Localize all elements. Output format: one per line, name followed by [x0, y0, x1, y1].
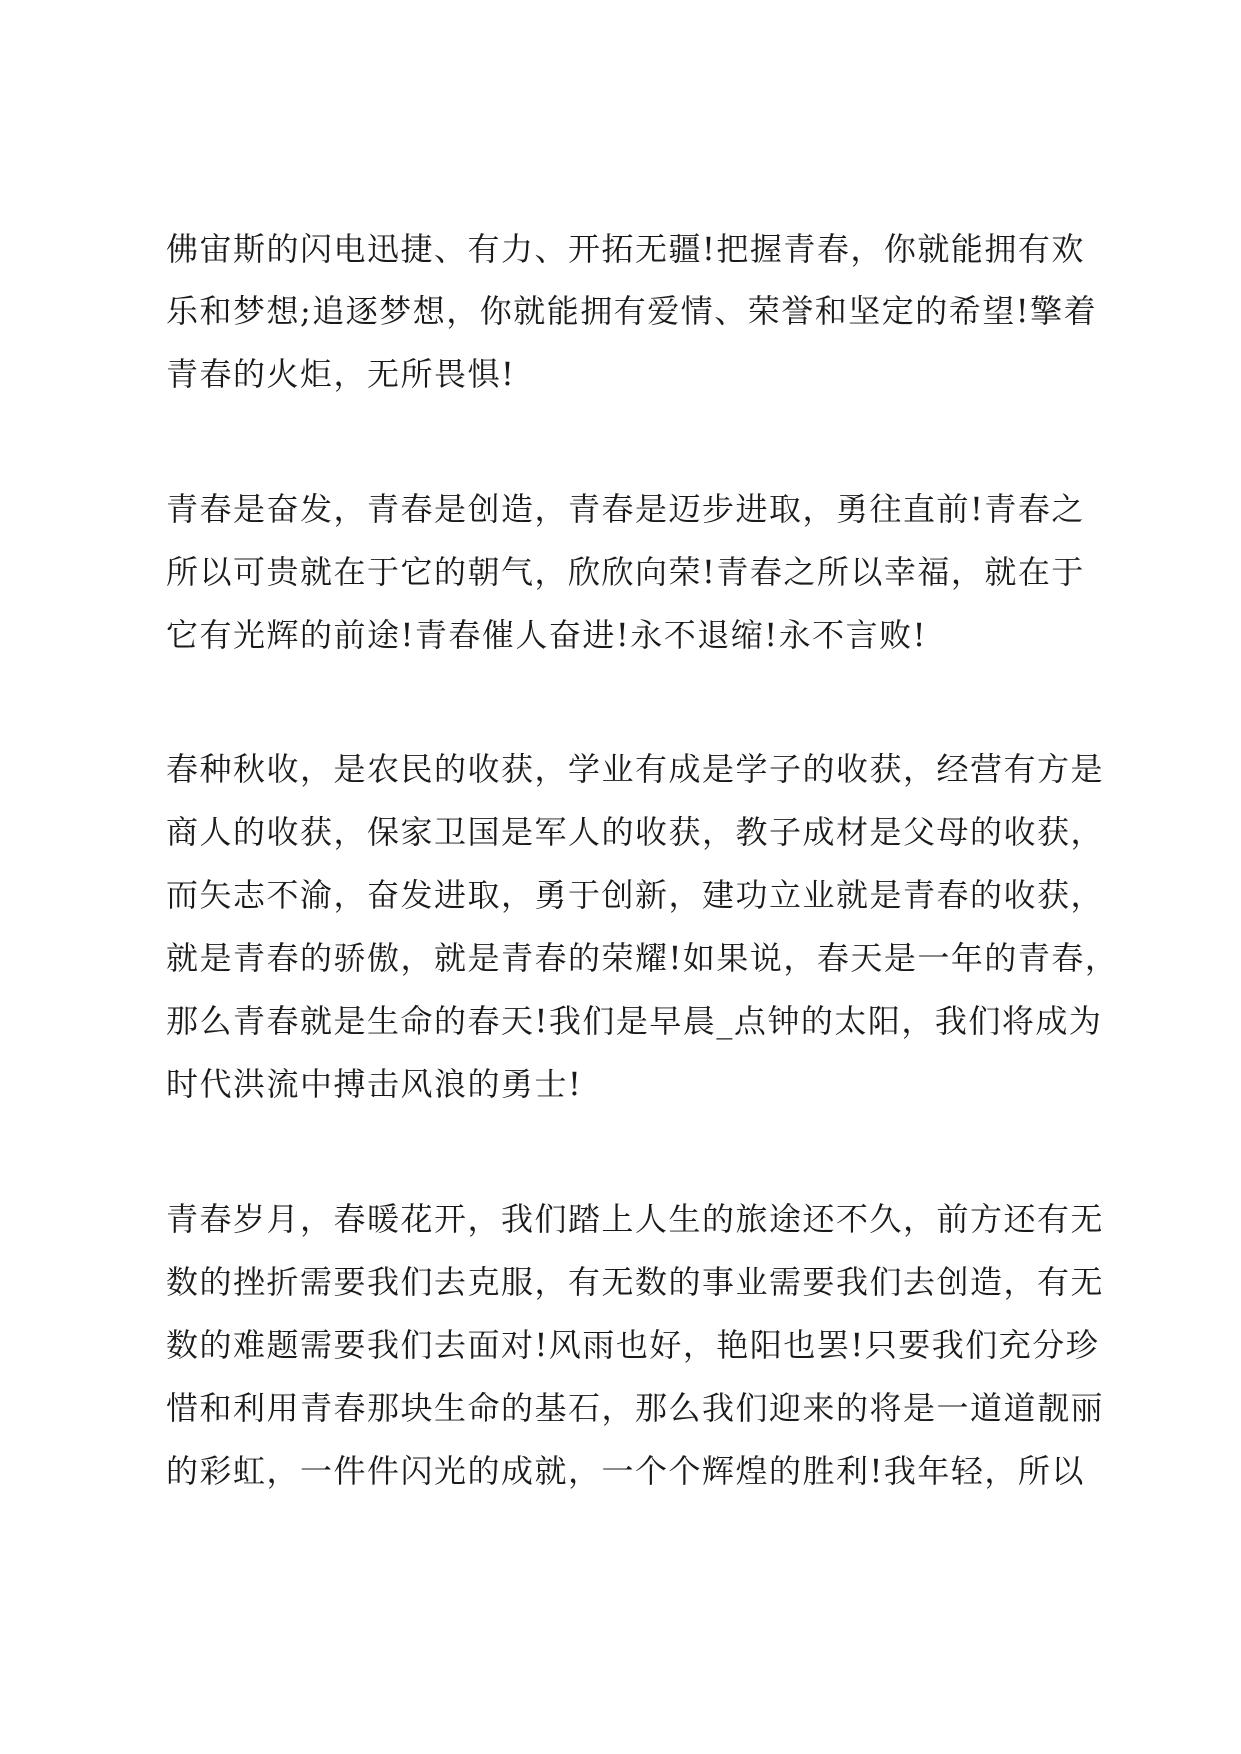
text-line: 所以可贵就在于它的朝气，欣欣向荣!青春之所以幸福，就在于 [166, 553, 1085, 591]
text-line: 那么青春就是生命的春天!我们是早晨_点钟的太阳，我们将成为 [166, 1002, 1103, 1040]
text-line: 乐和梦想;追逐梦想，你就能拥有爱情、荣誉和坚定的希望!擎着 [166, 292, 1098, 330]
text-line: 而矢志不渝，奋发进取，勇于创新，建功立业就是青春的收获， [166, 876, 1105, 914]
text-line: 就是青春的骄傲，就是青春的荣耀!如果说，春天是一年的青春， [166, 939, 1119, 977]
text-line: 青春的火炬，无所畏惧! [166, 355, 516, 393]
text-line: 青春是奋发，青春是创造，青春是迈步进取，勇往直前!青春之 [166, 490, 1085, 528]
text-line: 春种秋收，是农民的收获，学业有成是学子的收获，经营有方是 [166, 750, 1105, 788]
text-line: 惜和利用青春那块生命的基石，那么我们迎来的将是一道道靓丽 [166, 1389, 1105, 1427]
text-line: 商人的收获，保家卫国是军人的收获，教子成材是父母的收获， [166, 813, 1105, 851]
text-line: 数的难题需要我们去面对!风雨也好，艳阳也罢!只要我们充分珍 [166, 1326, 1100, 1364]
text-line: 时代洪流中搏击风浪的勇士! [166, 1065, 583, 1103]
text-line: 它有光辉的前途!青春催人奋进!永不退缩!永不言败! [166, 616, 927, 654]
text-line: 数的挫折需要我们去克服，有无数的事业需要我们去创造，有无 [166, 1263, 1105, 1301]
text-line: 佛宙斯的闪电迅捷、有力、开拓无疆!把握青春，你就能拥有欢 [166, 230, 1085, 268]
text-line: 青春岁月，春暖花开，我们踏上人生的旅途还不久，前方还有无 [166, 1200, 1105, 1238]
text-line: 的彩虹，一件件闪光的成就，一个个辉煌的胜利!我年轻，所以 [166, 1452, 1085, 1490]
